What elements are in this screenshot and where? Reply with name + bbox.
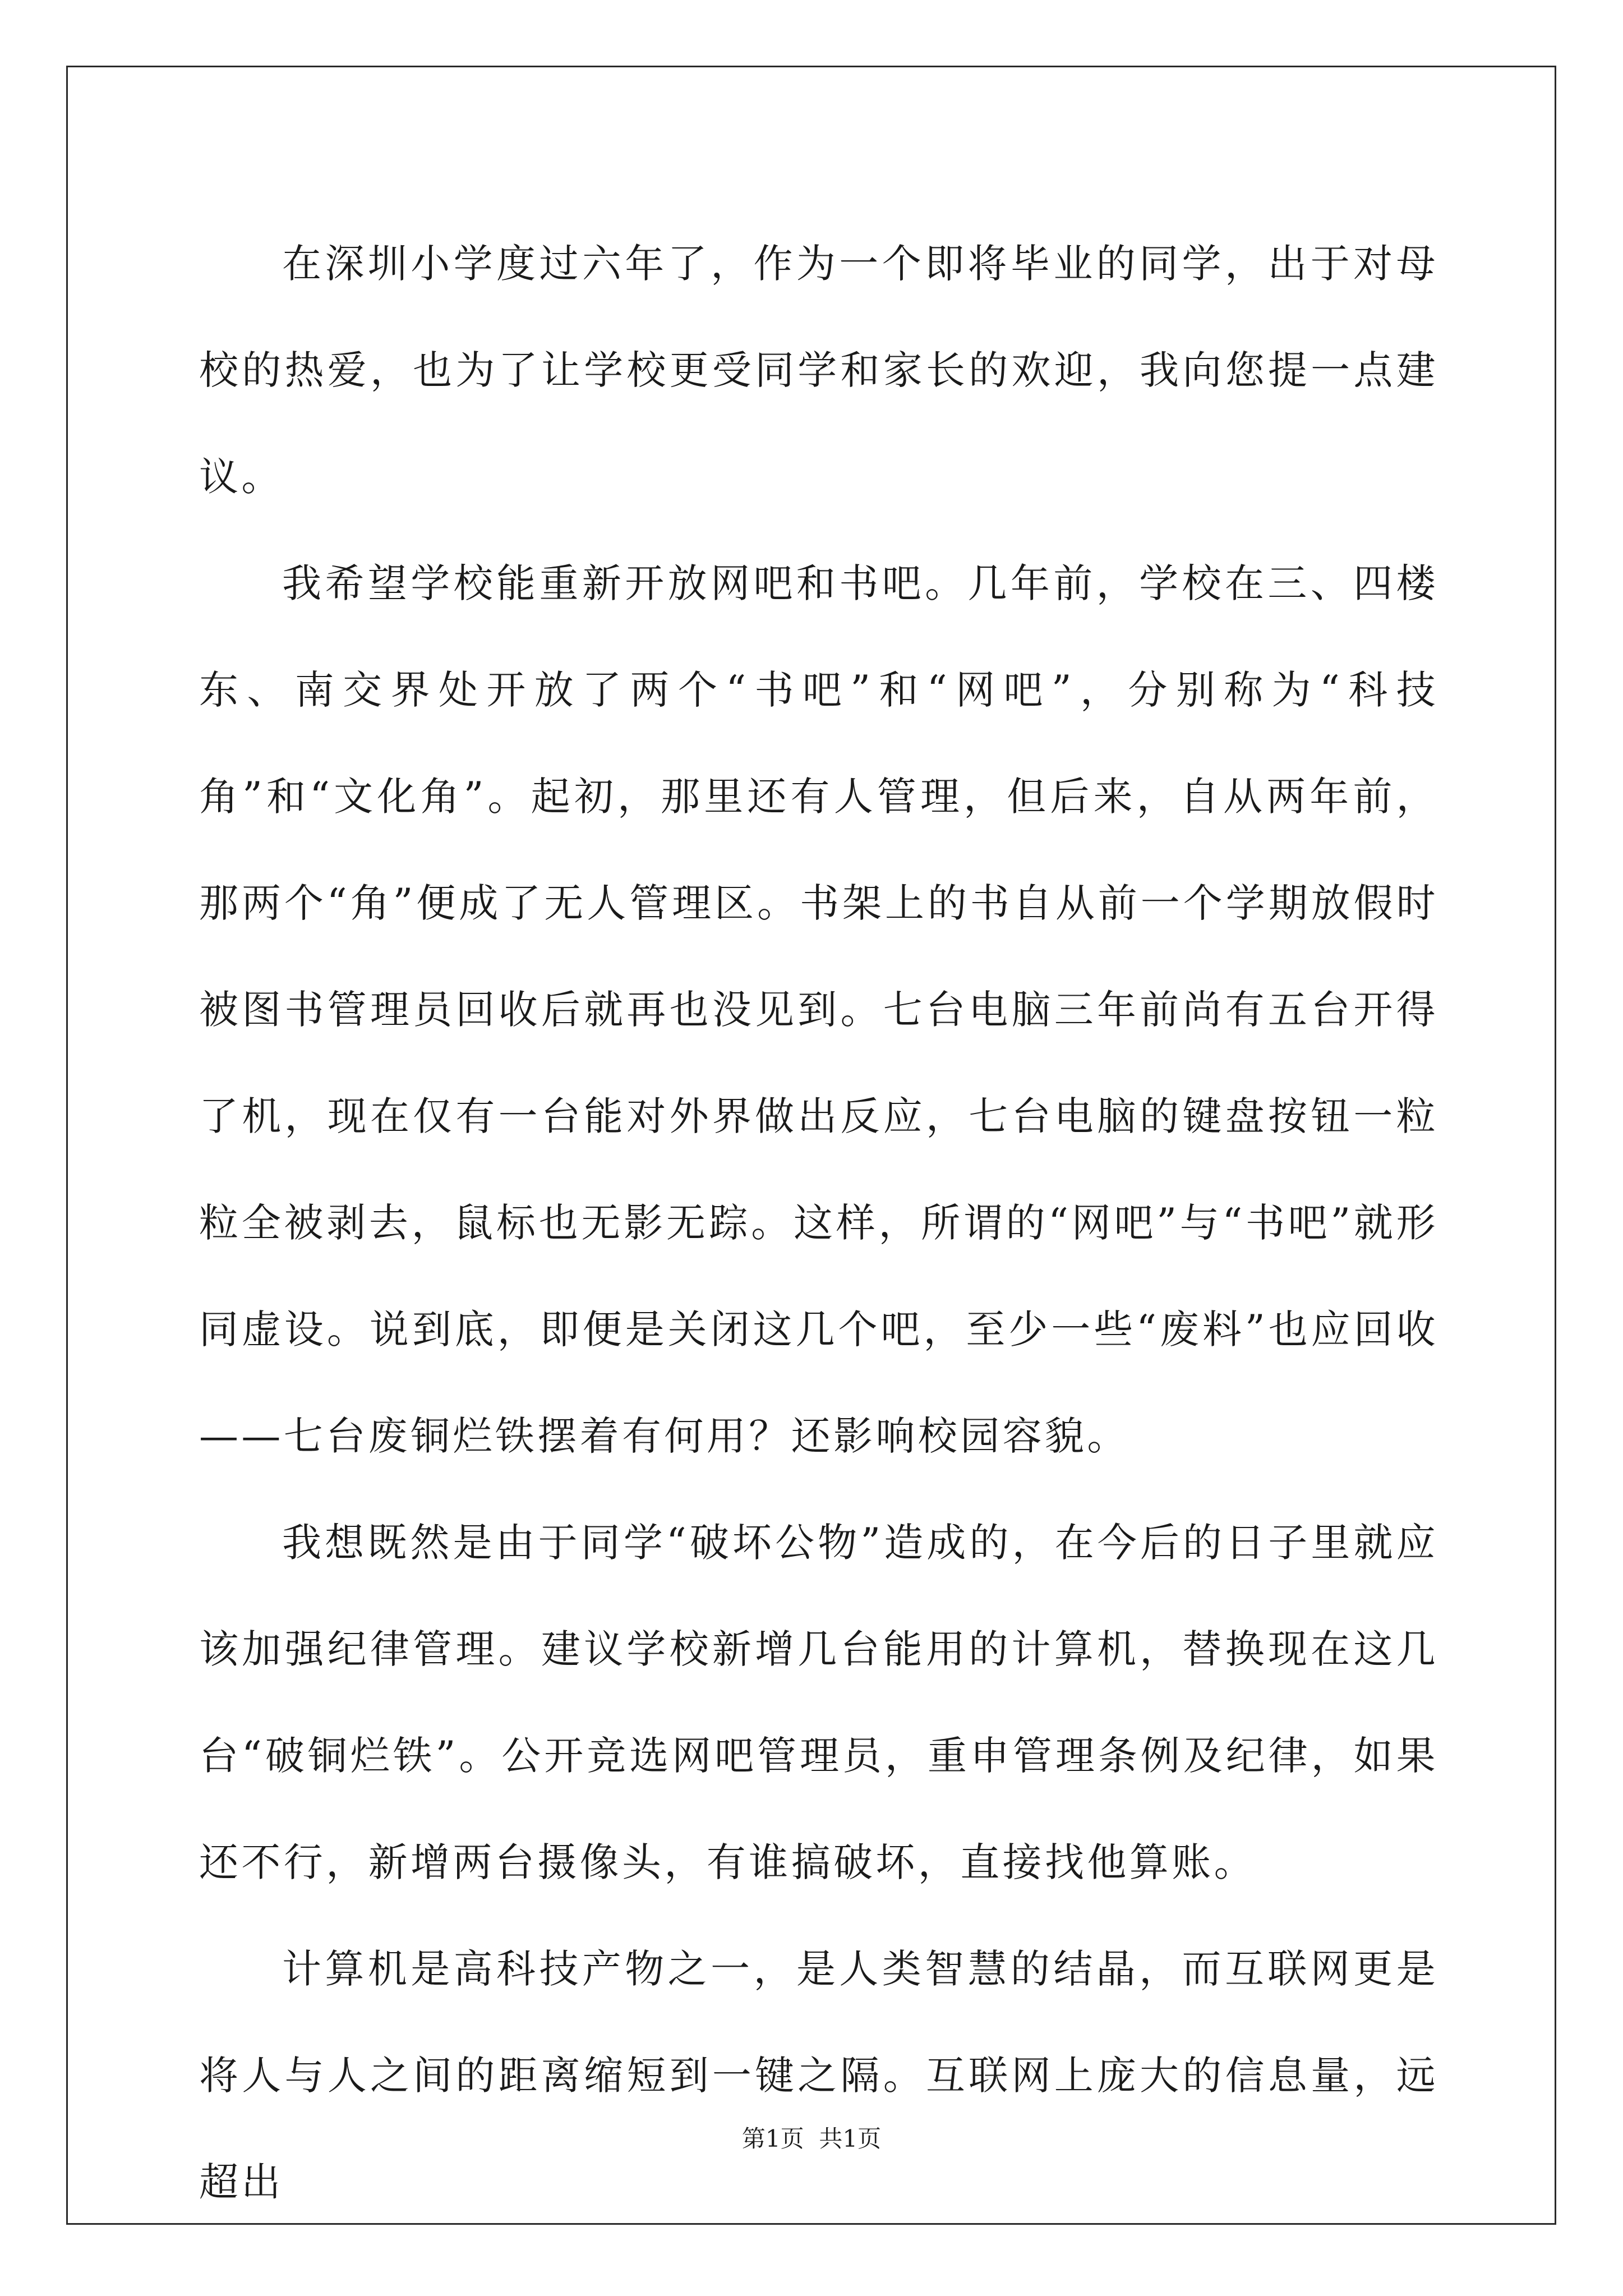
document-body bbox=[199, 210, 1438, 2235]
paragraph-4: 计算机是高科技产物之一，是人类智慧的结晶，而互联网更是将人与人之间的距离缩短到一键之隔。互联网上庞大的信息量，远超出 bbox=[199, 1946, 1438, 2205]
paragraph-2: 我希望学校能重新开放网吧和书吧。几年前，学校在三、四楼东、南交界处开放了两个“书吧”和“网吧”，分别称为“科技角”和“文化角”。起初，那里还有人管理，但后来，自从两年前，那两个“角”便成了无人管理区。书架上的书自从前一个学期放假时被图书管理员回收后就再也没见到。七台电脑三年前尚有五台开得了机，现在仅有一台能对外界做出反应，七台电脑的键盘按钮一粒粒全被剥去，鼠标也无影无踪。这样，所谓的“网吧”与“书吧”就形同虚设。说到底，即便是关闭这几个吧，至少一些“废料”也应回收——七台废铜烂铁摆着有何用？还影响校园容貌。 bbox=[199, 560, 1438, 1459]
paragraph-3: 我想既然是由于同学“破坏公物”造成的，在今后的日子里就应该加强纪律管理。建议学校新增几台能用的计算机，替换现在这几台“破铜烂铁”。公开竞选网吧管理员，重申管理条例及纪律，如果还不行，新增两台摄像头，有谁搞破坏，直接找他算账。 bbox=[199, 1520, 1438, 1885]
paragraph-1: 在深圳小学度过六年了，作为一个即将毕业的同学，出于对母校的热爱，也为了让学校更受同学和家长的欢迎，我向您提一点建议。 bbox=[199, 241, 1438, 500]
page-number-footer: 第1页 共1页 bbox=[741, 2125, 882, 2152]
